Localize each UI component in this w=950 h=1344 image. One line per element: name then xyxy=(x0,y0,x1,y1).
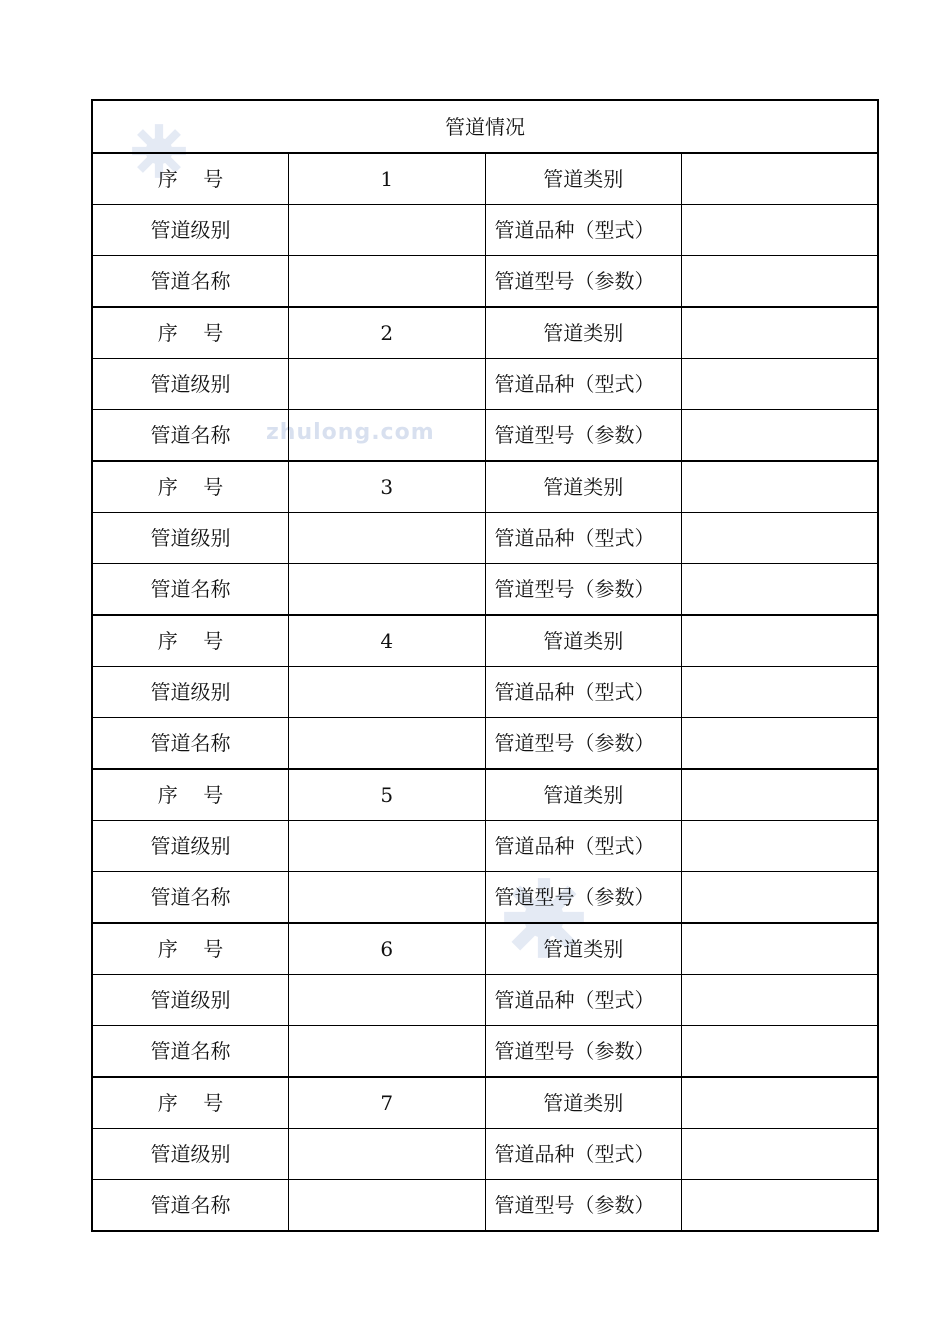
label-text: 序 号 xyxy=(157,783,224,807)
label-text: 管道级别 xyxy=(150,1142,231,1166)
label-text: 管道名称 xyxy=(150,423,231,447)
label-name xyxy=(92,718,289,770)
seq-value-cell[interactable]: 4 xyxy=(289,615,486,667)
label-text: 管道名称 xyxy=(150,1193,231,1217)
table-row xyxy=(92,205,878,256)
label-text: 管道级别 xyxy=(150,834,231,858)
label-name xyxy=(92,1026,289,1078)
value-cell[interactable] xyxy=(682,975,879,1026)
label-seq xyxy=(92,615,289,667)
label-text: 管道名称 xyxy=(150,885,231,909)
seq-value-cell[interactable]: 3 xyxy=(289,461,486,513)
label-category: 管道类别 xyxy=(485,461,682,513)
label-model: 管道型号（参数） xyxy=(485,256,682,308)
label-variety: 管道品种（型式） xyxy=(485,667,682,718)
value-cell[interactable] xyxy=(289,821,486,872)
table-title-row xyxy=(92,100,878,153)
table-row xyxy=(92,153,878,205)
label-text: 序 号 xyxy=(157,321,224,345)
label-variety: 管道品种（型式） xyxy=(485,821,682,872)
value-cell[interactable] xyxy=(682,307,879,359)
value-cell[interactable] xyxy=(682,564,879,616)
label-name xyxy=(92,256,289,308)
seq-value-cell[interactable]: 2 xyxy=(289,307,486,359)
table-row xyxy=(92,667,878,718)
value-cell[interactable] xyxy=(682,667,879,718)
label-seq xyxy=(92,153,289,205)
value-cell[interactable] xyxy=(289,1180,486,1232)
label-text: 序 号 xyxy=(157,167,224,191)
value-cell[interactable] xyxy=(682,821,879,872)
label-variety: 管道品种（型式） xyxy=(485,513,682,564)
value-cell[interactable] xyxy=(289,256,486,308)
table-row xyxy=(92,256,878,308)
label-name xyxy=(92,1180,289,1232)
seq-value-cell[interactable]: 5 xyxy=(289,769,486,821)
label-grade xyxy=(92,667,289,718)
value-cell[interactable] xyxy=(682,205,879,256)
value-cell[interactable] xyxy=(682,923,879,975)
label-model: 管道型号（参数） xyxy=(485,410,682,462)
label-category: 管道类别 xyxy=(485,923,682,975)
table-row xyxy=(92,1026,878,1078)
value-cell[interactable] xyxy=(682,513,879,564)
label-name xyxy=(92,410,289,462)
table-row xyxy=(92,513,878,564)
value-cell[interactable] xyxy=(289,564,486,616)
table-row xyxy=(92,718,878,770)
label-seq xyxy=(92,307,289,359)
value-cell[interactable] xyxy=(289,513,486,564)
value-cell[interactable] xyxy=(682,410,879,462)
value-cell[interactable] xyxy=(682,872,879,924)
label-text: 管道名称 xyxy=(150,269,231,293)
label-model: 管道型号（参数） xyxy=(485,718,682,770)
value-cell[interactable] xyxy=(682,1129,879,1180)
value-cell[interactable] xyxy=(682,615,879,667)
label-grade xyxy=(92,1129,289,1180)
table-row xyxy=(92,1129,878,1180)
label-variety: 管道品种（型式） xyxy=(485,975,682,1026)
table-row xyxy=(92,359,878,410)
table-row xyxy=(92,769,878,821)
value-cell[interactable] xyxy=(682,718,879,770)
label-text: 管道级别 xyxy=(150,988,231,1012)
table-row xyxy=(92,307,878,359)
value-cell[interactable] xyxy=(682,1026,879,1078)
table-row xyxy=(92,564,878,616)
label-seq xyxy=(92,769,289,821)
value-cell[interactable] xyxy=(289,410,486,462)
table-row xyxy=(92,975,878,1026)
value-cell[interactable] xyxy=(682,359,879,410)
value-cell[interactable] xyxy=(682,153,879,205)
value-cell[interactable] xyxy=(289,975,486,1026)
label-variety: 管道品种（型式） xyxy=(485,1129,682,1180)
value-cell[interactable] xyxy=(289,872,486,924)
value-cell[interactable] xyxy=(682,1077,879,1129)
value-cell[interactable] xyxy=(289,1026,486,1078)
label-text: 管道名称 xyxy=(150,1039,231,1063)
label-variety: 管道品种（型式） xyxy=(485,205,682,256)
label-name xyxy=(92,564,289,616)
value-cell[interactable] xyxy=(682,1180,879,1232)
label-seq xyxy=(92,461,289,513)
label-model: 管道型号（参数） xyxy=(485,1180,682,1232)
value-cell[interactable] xyxy=(289,667,486,718)
label-text: 管道级别 xyxy=(150,526,231,550)
label-model: 管道型号（参数） xyxy=(485,1026,682,1078)
label-text: 管道名称 xyxy=(150,731,231,755)
label-text: 序 号 xyxy=(157,937,224,961)
seq-value-cell[interactable]: 7 xyxy=(289,1077,486,1129)
table-row xyxy=(92,1180,878,1232)
value-cell[interactable] xyxy=(289,205,486,256)
table-row xyxy=(92,872,878,924)
table-row xyxy=(92,1077,878,1129)
table-title: 管道情况 xyxy=(92,100,878,153)
label-text: 管道名称 xyxy=(150,577,231,601)
label-grade xyxy=(92,205,289,256)
value-cell[interactable] xyxy=(682,461,879,513)
pipeline-info-table xyxy=(91,99,879,1232)
watermark-text: zhulong.com xyxy=(266,420,435,445)
seq-value-cell[interactable]: 6 xyxy=(289,923,486,975)
label-model: 管道型号（参数） xyxy=(485,564,682,616)
table-row xyxy=(92,923,878,975)
seq-value-cell[interactable]: 1 xyxy=(289,153,486,205)
table-row xyxy=(92,821,878,872)
value-cell[interactable] xyxy=(289,718,486,770)
table-row xyxy=(92,615,878,667)
label-category: 管道类别 xyxy=(485,769,682,821)
label-variety: 管道品种（型式） xyxy=(485,359,682,410)
label-category: 管道类别 xyxy=(485,153,682,205)
label-category: 管道类别 xyxy=(485,1077,682,1129)
value-cell[interactable] xyxy=(682,256,879,308)
label-text: 序 号 xyxy=(157,1091,224,1115)
label-grade xyxy=(92,975,289,1026)
label-category: 管道类别 xyxy=(485,615,682,667)
label-model: 管道型号（参数） xyxy=(485,872,682,924)
label-grade xyxy=(92,821,289,872)
label-category: 管道类别 xyxy=(485,307,682,359)
label-name xyxy=(92,872,289,924)
label-grade xyxy=(92,513,289,564)
label-seq xyxy=(92,1077,289,1129)
label-text: 管道级别 xyxy=(150,218,231,242)
label-text: 管道级别 xyxy=(150,680,231,704)
table-row xyxy=(92,410,878,462)
label-text: 序 号 xyxy=(157,629,224,653)
value-cell[interactable] xyxy=(682,769,879,821)
label-text: 序 号 xyxy=(157,475,224,499)
value-cell[interactable] xyxy=(289,1129,486,1180)
table-row xyxy=(92,461,878,513)
label-seq xyxy=(92,923,289,975)
value-cell[interactable] xyxy=(289,359,486,410)
label-text: 管道级别 xyxy=(150,372,231,396)
label-grade xyxy=(92,359,289,410)
